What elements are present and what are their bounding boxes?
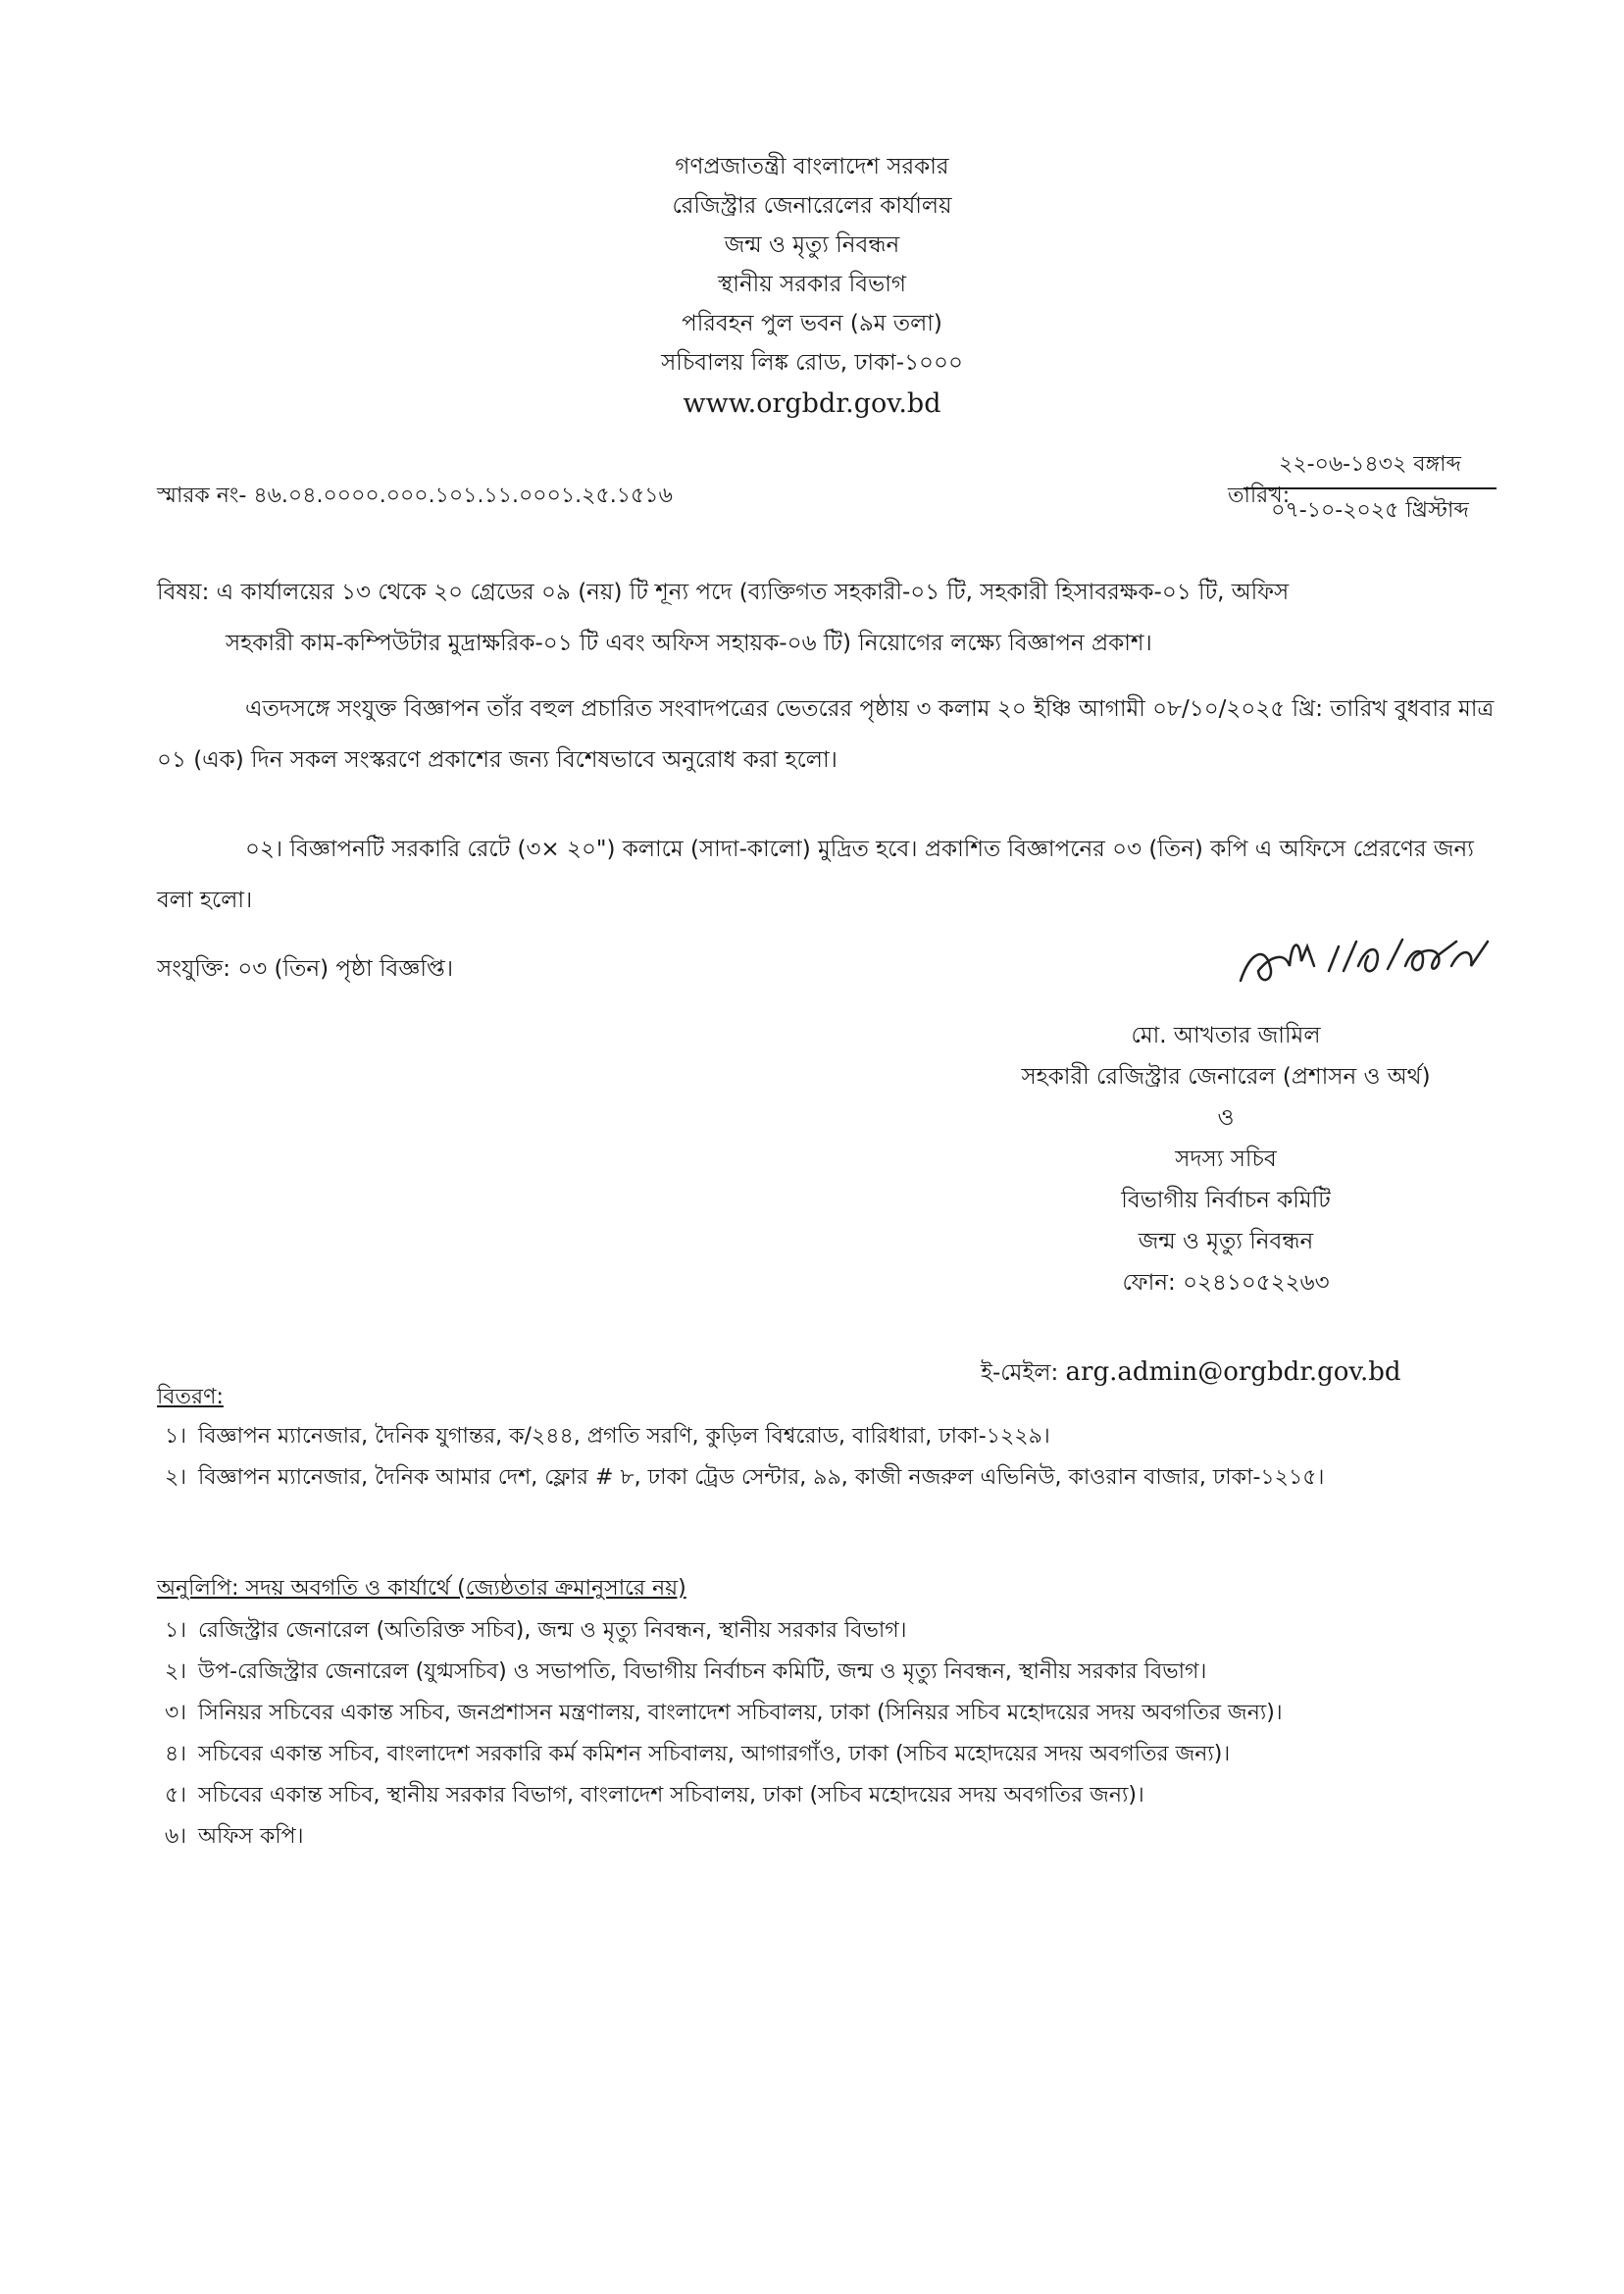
signer-designation: সহকারী রেজিস্ট্রার জেনারেল (প্রশাসন ও অর্থ) (1021, 1064, 1431, 1090)
office-name: রেজিস্ট্রার জেনারেলের কার্যালয় (672, 193, 952, 219)
list-item (165, 1610, 1518, 1652)
list-item-text: সিনিয়র সচিবের একান্ত সচিব, জনপ্রশাসন মন্ত্রণালয়, বাংলাদেশ সচিবালয়, ঢাকা (সিনিয়র সচিব মহোদয়ের সদয় অবগতির জন্য)। (198, 1701, 1283, 1725)
signature-image (1231, 912, 1505, 1000)
list-item (165, 1416, 1518, 1457)
signer-phone: ফোন: ০২৪১০৫২২৬৩ (1122, 1270, 1330, 1296)
list-item-text: বিজ্ঞাপন ম্যানেজার, দৈনিক আমার দেশ, ফ্লোর # ৮, ঢাকা ট্রেড সেন্টার, ৯৯, কাজী নজরুল এভিনিউ, কাওরান বাজার, ঢাকা-১২১৫। (198, 1465, 1325, 1490)
list-item-text: অফিস কপি। (198, 1824, 304, 1849)
email-label: ই-মেইল: (981, 1360, 1059, 1386)
list-item-text: সচিবের একান্ত সচিব, বাংলাদেশ সরকারি কর্ম কমিশন সচিবালয়, আগারগাঁও, ঢাকা (সচিব মহোদয়ের সদয় অবগতির জন্য)। (198, 1742, 1231, 1766)
list-item (165, 1652, 1518, 1693)
subject-line-2: সহকারী কাম-কম্পিউটার মুদ্রাক্ষরিক-০১ টি এবং অফিস সহায়ক-০৬ টি) নিয়োগের লক্ষ্যে বিজ্ঞাপন প্রকাশ। (226, 631, 1152, 656)
date-english: ০৭-১০-২০২৫ খ্রিস্টাব্দ (1271, 498, 1469, 523)
website-link[interactable]: www.orgbdr.gov.bd (683, 388, 941, 419)
subject (157, 567, 1505, 669)
copy-to-list (165, 1610, 1518, 1858)
distribution-title: বিতরণ: (157, 1385, 224, 1409)
signer-committee: বিভাগীয় নির্বাচন কমিটি (1121, 1188, 1331, 1213)
list-item-text: বিজ্ঞাপন ম্যানেজার, দৈনিক যুগান্তর, ক/২৪৪, প্রগতি সরণি, কুড়িল বিশ্বরোড, বারিধারা, ঢাকা-১২২৯। (198, 1424, 1050, 1449)
road-address: সচিবালয় লিঙ্ক রোড, ঢাকা-১০০০ (661, 350, 963, 376)
list-item (165, 1457, 1518, 1499)
list-item (165, 1734, 1518, 1775)
list-item (165, 1693, 1518, 1734)
attachment-note: সংযুক্তি: ০৩ (তিন) পৃষ্ঠা বিজ্ঞপ্তি। (157, 956, 454, 982)
building-address: পরিবহন পুল ভবন (৯ম তলা) (682, 311, 942, 336)
list-item-number: ৩। (165, 1701, 187, 1725)
date-block (1243, 447, 1497, 530)
date-label: তারিখ: (1228, 484, 1291, 508)
memo-number: স্মারক নং- ৪৬.০৪.০০০০.০০০.১০১.১১.০০০১.২৫.১৫১৬ (157, 484, 673, 508)
signer-and: ও (1217, 1105, 1235, 1131)
list-item (165, 1816, 1518, 1858)
list-item-number: ৫। (165, 1783, 187, 1808)
list-item-text: সচিবের একান্ত সচিব, স্থানীয় সরকার বিভাগ, বাংলাদেশ সচিবালয়, ঢাকা (সচিব মহোদয়ের সদয় অবগতির জন্য)। (198, 1783, 1144, 1808)
list-item-number: ১। (165, 1618, 187, 1643)
govt-name: গণপ্রজাতন্ত্রী বাংলাদেশ সরকার (675, 154, 949, 179)
list-item-text: রেজিস্ট্রার জেনারেল (অতিরিক্ত সচিব), জন্ম ও মৃত্যু নিবন্ধন, স্থানীয় সরকার বিভাগ। (198, 1618, 907, 1643)
body-paragraph-1: এতদসঙ্গে সংযুক্ত বিজ্ঞাপন তাঁর বহুল প্রচারিত সংবাদপত্রের ভেতরের পৃষ্ঠায় ৩ কলাম ২০ ইঞ্চি আগামী ০৮/১০/২০২৫ খ্রি: তারিখ বুধবার মাত্র ০১ (এক) দিন সকল সংস্করণে প্রকাশের জন্য বিশেষভাবে অনুরোধ করা হলো। (157, 696, 1495, 773)
list-item (165, 1775, 1518, 1816)
department-name: জন্ম ও মৃত্যু নিবন্ধন (724, 232, 900, 258)
signer-office: জন্ম ও মৃত্যু নিবন্ধন (1138, 1229, 1314, 1254)
list-item-number: ৬। (165, 1824, 187, 1849)
list-item-number: ৪। (165, 1742, 187, 1766)
signer-name: মো. আখতার জামিল (1131, 1023, 1321, 1048)
letterhead (0, 147, 1624, 424)
copy-to-title: অনুলিপি: সদয় অবগতি ও কার্যার্থে (জ্যেষ্ঠতার ক্রমানুসারে নয়) (157, 1576, 686, 1601)
email-address-link[interactable]: arg.admin@orgbdr.gov.bd (1065, 1357, 1401, 1387)
distribution-list (165, 1416, 1518, 1499)
signer-role: সদস্য সচিব (1175, 1147, 1277, 1172)
list-item-number: ২। (165, 1465, 187, 1490)
list-item-text: উপ-রেজিস্ট্রার জেনারেল (যুগ্মসচিব) ও সভাপতি, বিভাগীয় নির্বাচন কমিটি, জন্ম ও মৃত্যু নিবন্ধন, স্থানীয় সরকার বিভাগ। (198, 1659, 1207, 1684)
body-paragraph-2: ০২। বিজ্ঞাপনটি সরকারি রেটে (৩× ২০") কলামে (সাদা-কালো) মুদ্রিত হবে। প্রকাশিত বিজ্ঞাপনের ০৩ (তিন) কপি এ অফিসে প্রেরণের জন্য বলা হলো। (157, 837, 1474, 913)
subject-line-1: বিষয়: এ কার্যালয়ের ১৩ থেকে ২০ গ্রেডের ০৯ (নয়) টি শূন্য পদে (ব্যক্তিগত সহকারী-০১ টি, সহকারী হিসাবরক্ষক-০১ টি, অফিস (157, 580, 1290, 605)
list-item-number: ২। (165, 1659, 187, 1684)
date-bangla: ২২-০৬-১৪৩২ বঙ্গাব্দ (1243, 447, 1497, 489)
signer-email (981, 1354, 1569, 1393)
list-item-number: ১। (165, 1424, 187, 1449)
signature-block (863, 1015, 1589, 1387)
division-name: স্থানীয় সরকার বিভাগ (718, 272, 906, 297)
